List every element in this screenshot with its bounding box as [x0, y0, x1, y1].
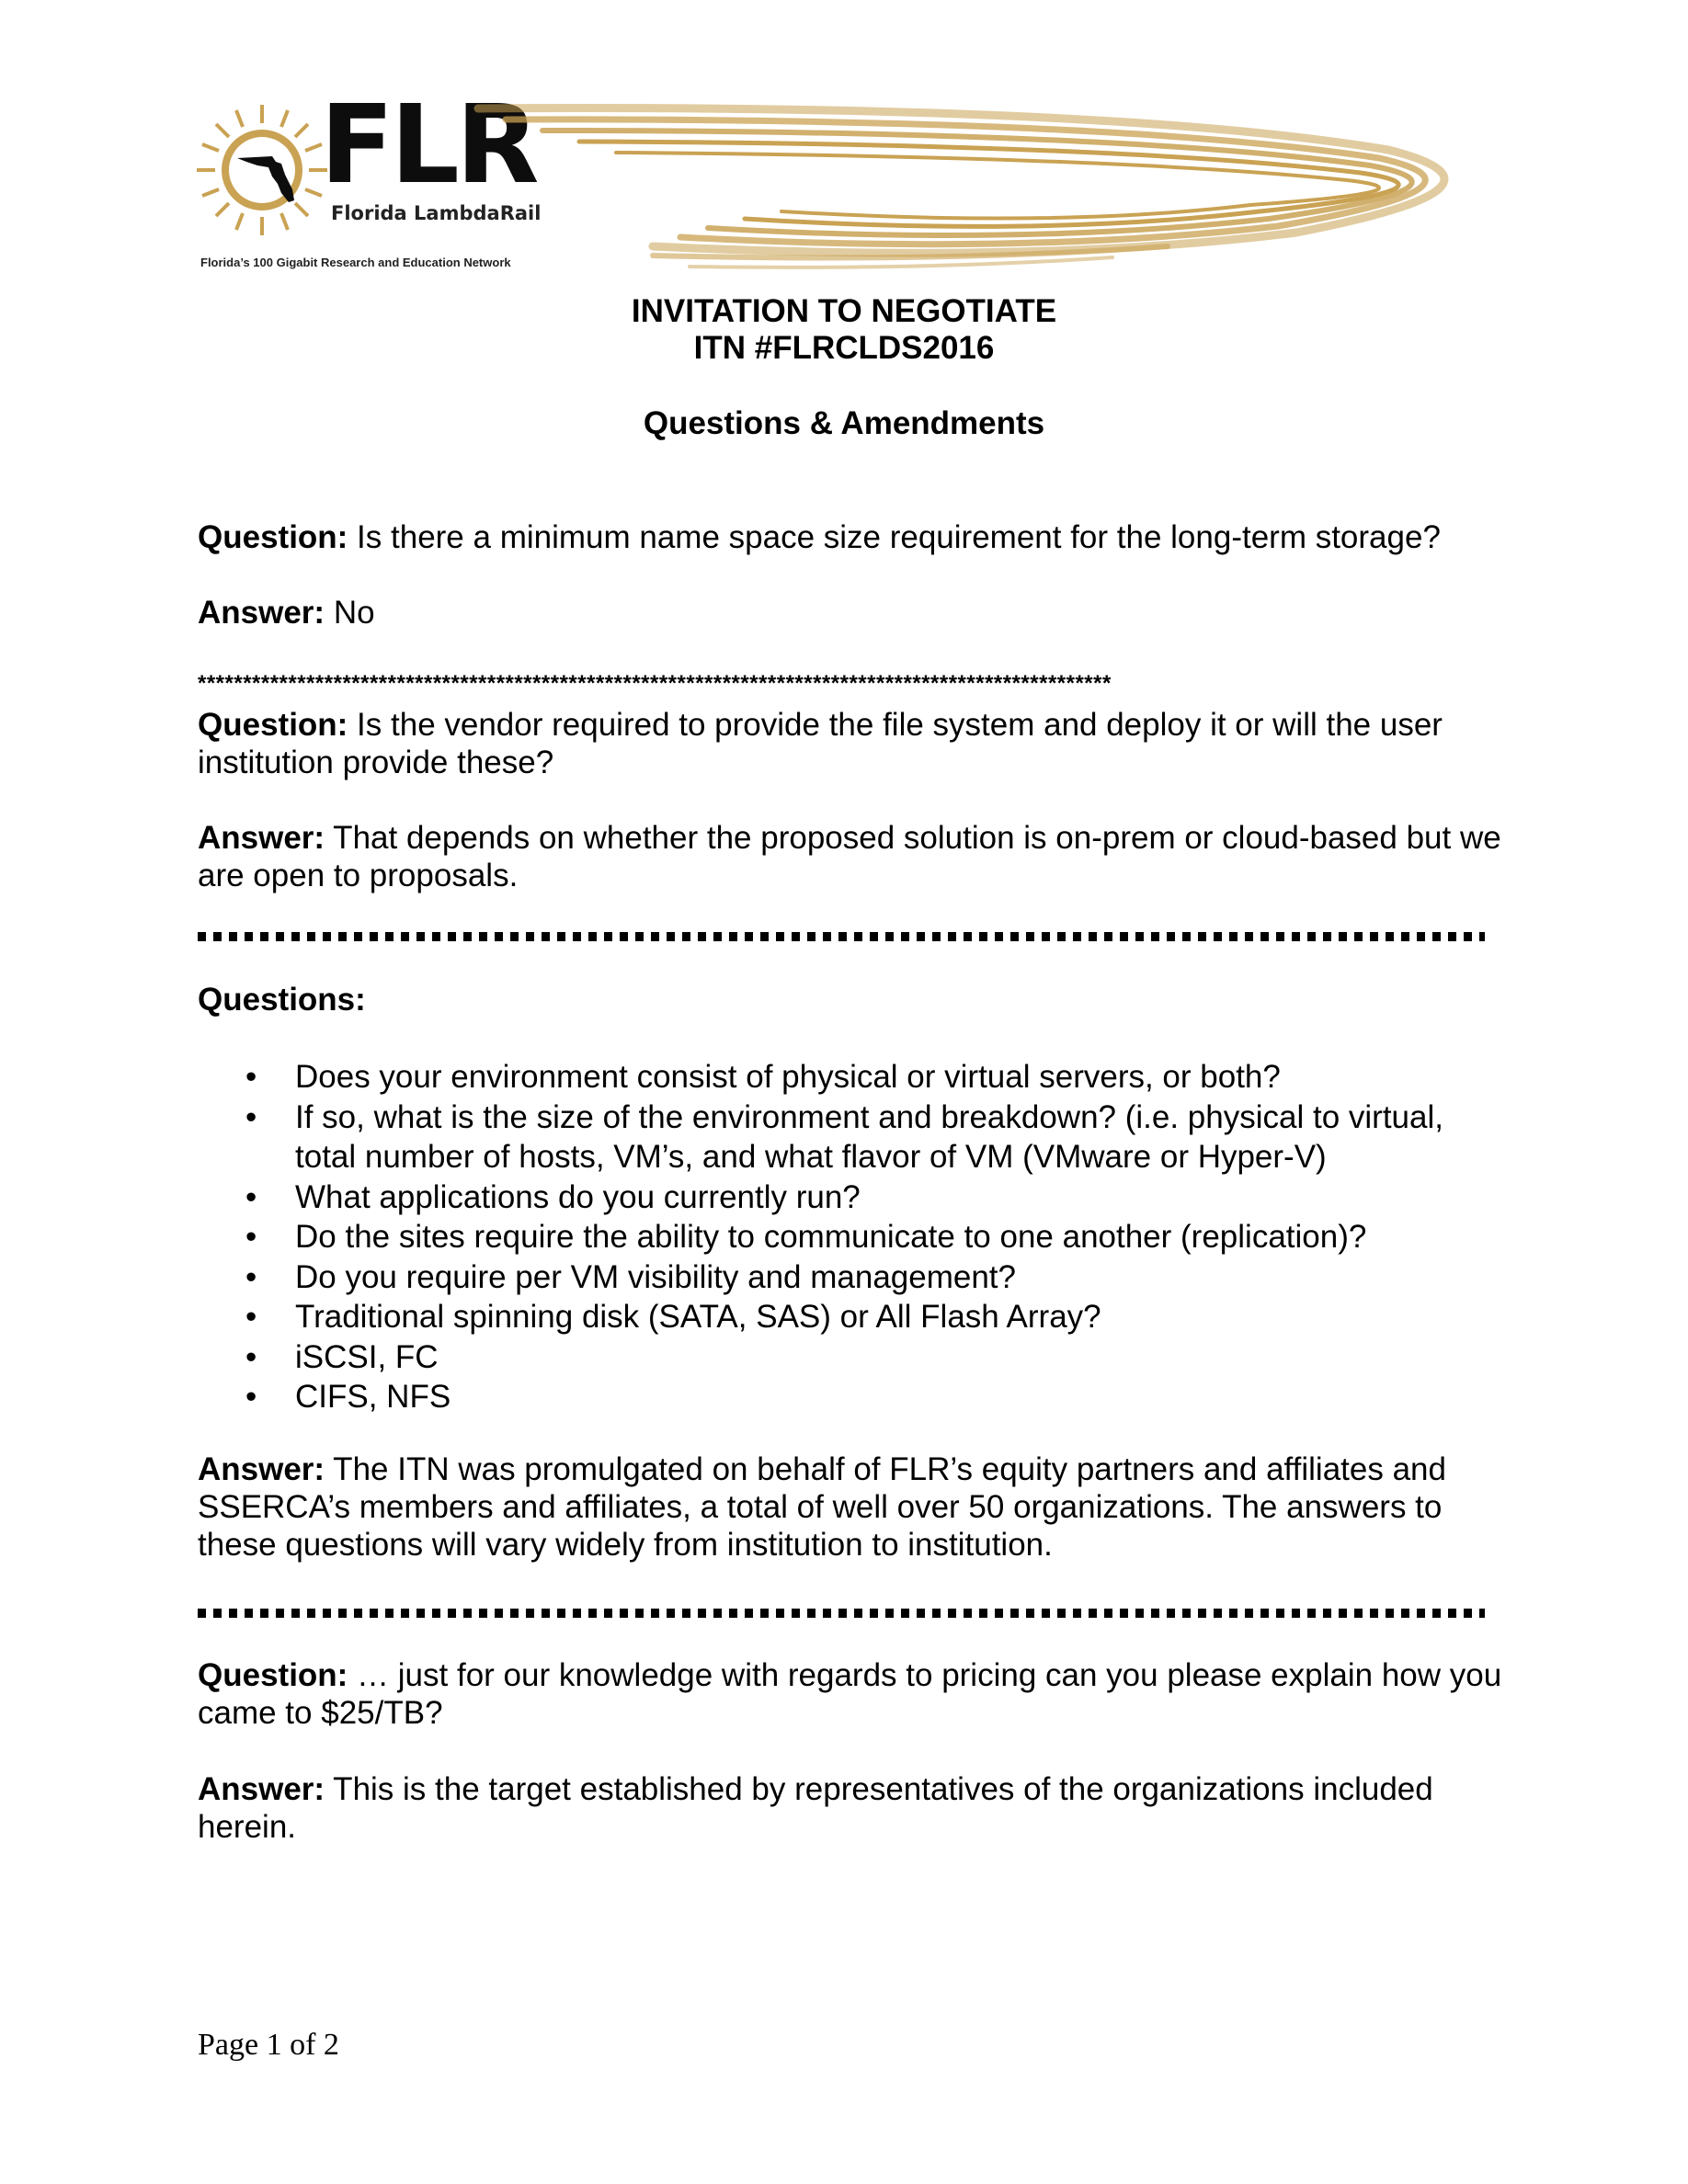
bullet-icon: •: [245, 1338, 257, 1375]
bullet-icon: •: [245, 1219, 257, 1255]
bullet-icon: •: [245, 1178, 257, 1215]
list-item: • Does your environment consist of physical or virtual servers, or both?: [198, 1057, 1503, 1098]
answer-text: That depends on whether the proposed solution is on-prem or cloud-based but we are open to proposals.: [198, 820, 1501, 893]
answer-2: [198, 819, 1503, 894]
questions-label: Questions:: [198, 982, 366, 1018]
list-item: • Do the sites require the ability to communicate to one another (replication)?: [198, 1217, 1503, 1257]
logo-text: FLR: [320, 81, 536, 208]
section-title: Questions & Amendments: [643, 405, 1045, 441]
question-2: [198, 706, 1503, 781]
logo-tagline: Florida’s 100 Gigabit Research and Education Network: [200, 256, 511, 269]
list-item: • CIFS, NFS: [198, 1377, 1503, 1417]
question-label: Question:: [198, 1657, 348, 1693]
question-text: Is there a minimum name space size requirement for the long-term storage?: [348, 519, 1441, 555]
answer-label: Answer:: [198, 820, 325, 856]
bullet-icon: •: [245, 1299, 257, 1335]
bullet-icon: •: [245, 1379, 257, 1415]
answer-label: Answer:: [198, 595, 325, 631]
question-4: [198, 1656, 1503, 1732]
list-item: • iSCSI, FC: [198, 1337, 1503, 1378]
answer-label: Answer:: [198, 1451, 325, 1487]
list-item: • Traditional spinning disk (SATA, SAS) or All Flash Array?: [198, 1297, 1503, 1337]
list-item: • If so, what is the size of the environment and breakdown? (i.e. physical to virtual, total number of hosts, VM’s, and what flavor of VM (VMware or Hyper-V): [245, 1098, 1443, 1175]
answer-text: No: [325, 595, 375, 631]
logo-subtitle: Florida LambdaRail: [331, 202, 542, 224]
answer-text: This is the target established by representatives of the organizations included herein.: [198, 1771, 1433, 1845]
question-text: … just for our knowledge with regards to pricing can you please explain how you came to $25/TB?: [198, 1657, 1502, 1731]
bullet-icon: •: [245, 1059, 257, 1095]
star-separator: *****************************************************************************************************: [198, 671, 1112, 696]
itn-number: ITN #FLRCLDS2016: [693, 330, 995, 366]
list-item: • What applications do you currently run?: [198, 1177, 1503, 1218]
list-item: • Do you require per VM visibility and management?: [198, 1257, 1503, 1298]
answer-4: [198, 1770, 1503, 1846]
dotted-divider: [198, 1609, 1485, 1618]
dotted-divider: [198, 932, 1485, 941]
bullet-icon: •: [245, 1098, 257, 1135]
document-title: INVITATION TO NEGOTIATE: [631, 293, 1057, 329]
answer-3: [198, 1450, 1503, 1564]
questions-list: [198, 1057, 1503, 1417]
question-label: Question:: [198, 519, 348, 555]
flr-logo: [193, 81, 1499, 274]
questions-heading: [198, 981, 1503, 1018]
bullet-icon: •: [245, 1258, 257, 1295]
page-number: Page 1 of 2: [198, 2028, 339, 2062]
answer-text: The ITN was promulgated on behalf of FLR’s equity partners and affiliates and SSERCA’s members and affiliates, a total of well over 50 organizations. The answers to these questions will vary widely from institution to institution.: [198, 1451, 1446, 1563]
question-text: Is the vendor required to provide the file system and deploy it or will the user institution provide these?: [198, 707, 1443, 780]
question-1: [198, 518, 1503, 556]
sun-emblem-icon: [193, 101, 331, 239]
answer-label: Answer:: [198, 1771, 325, 1807]
swoosh-graphic-icon: [469, 99, 1499, 274]
answer-1: [198, 594, 1503, 631]
question-label: Question:: [198, 707, 348, 743]
